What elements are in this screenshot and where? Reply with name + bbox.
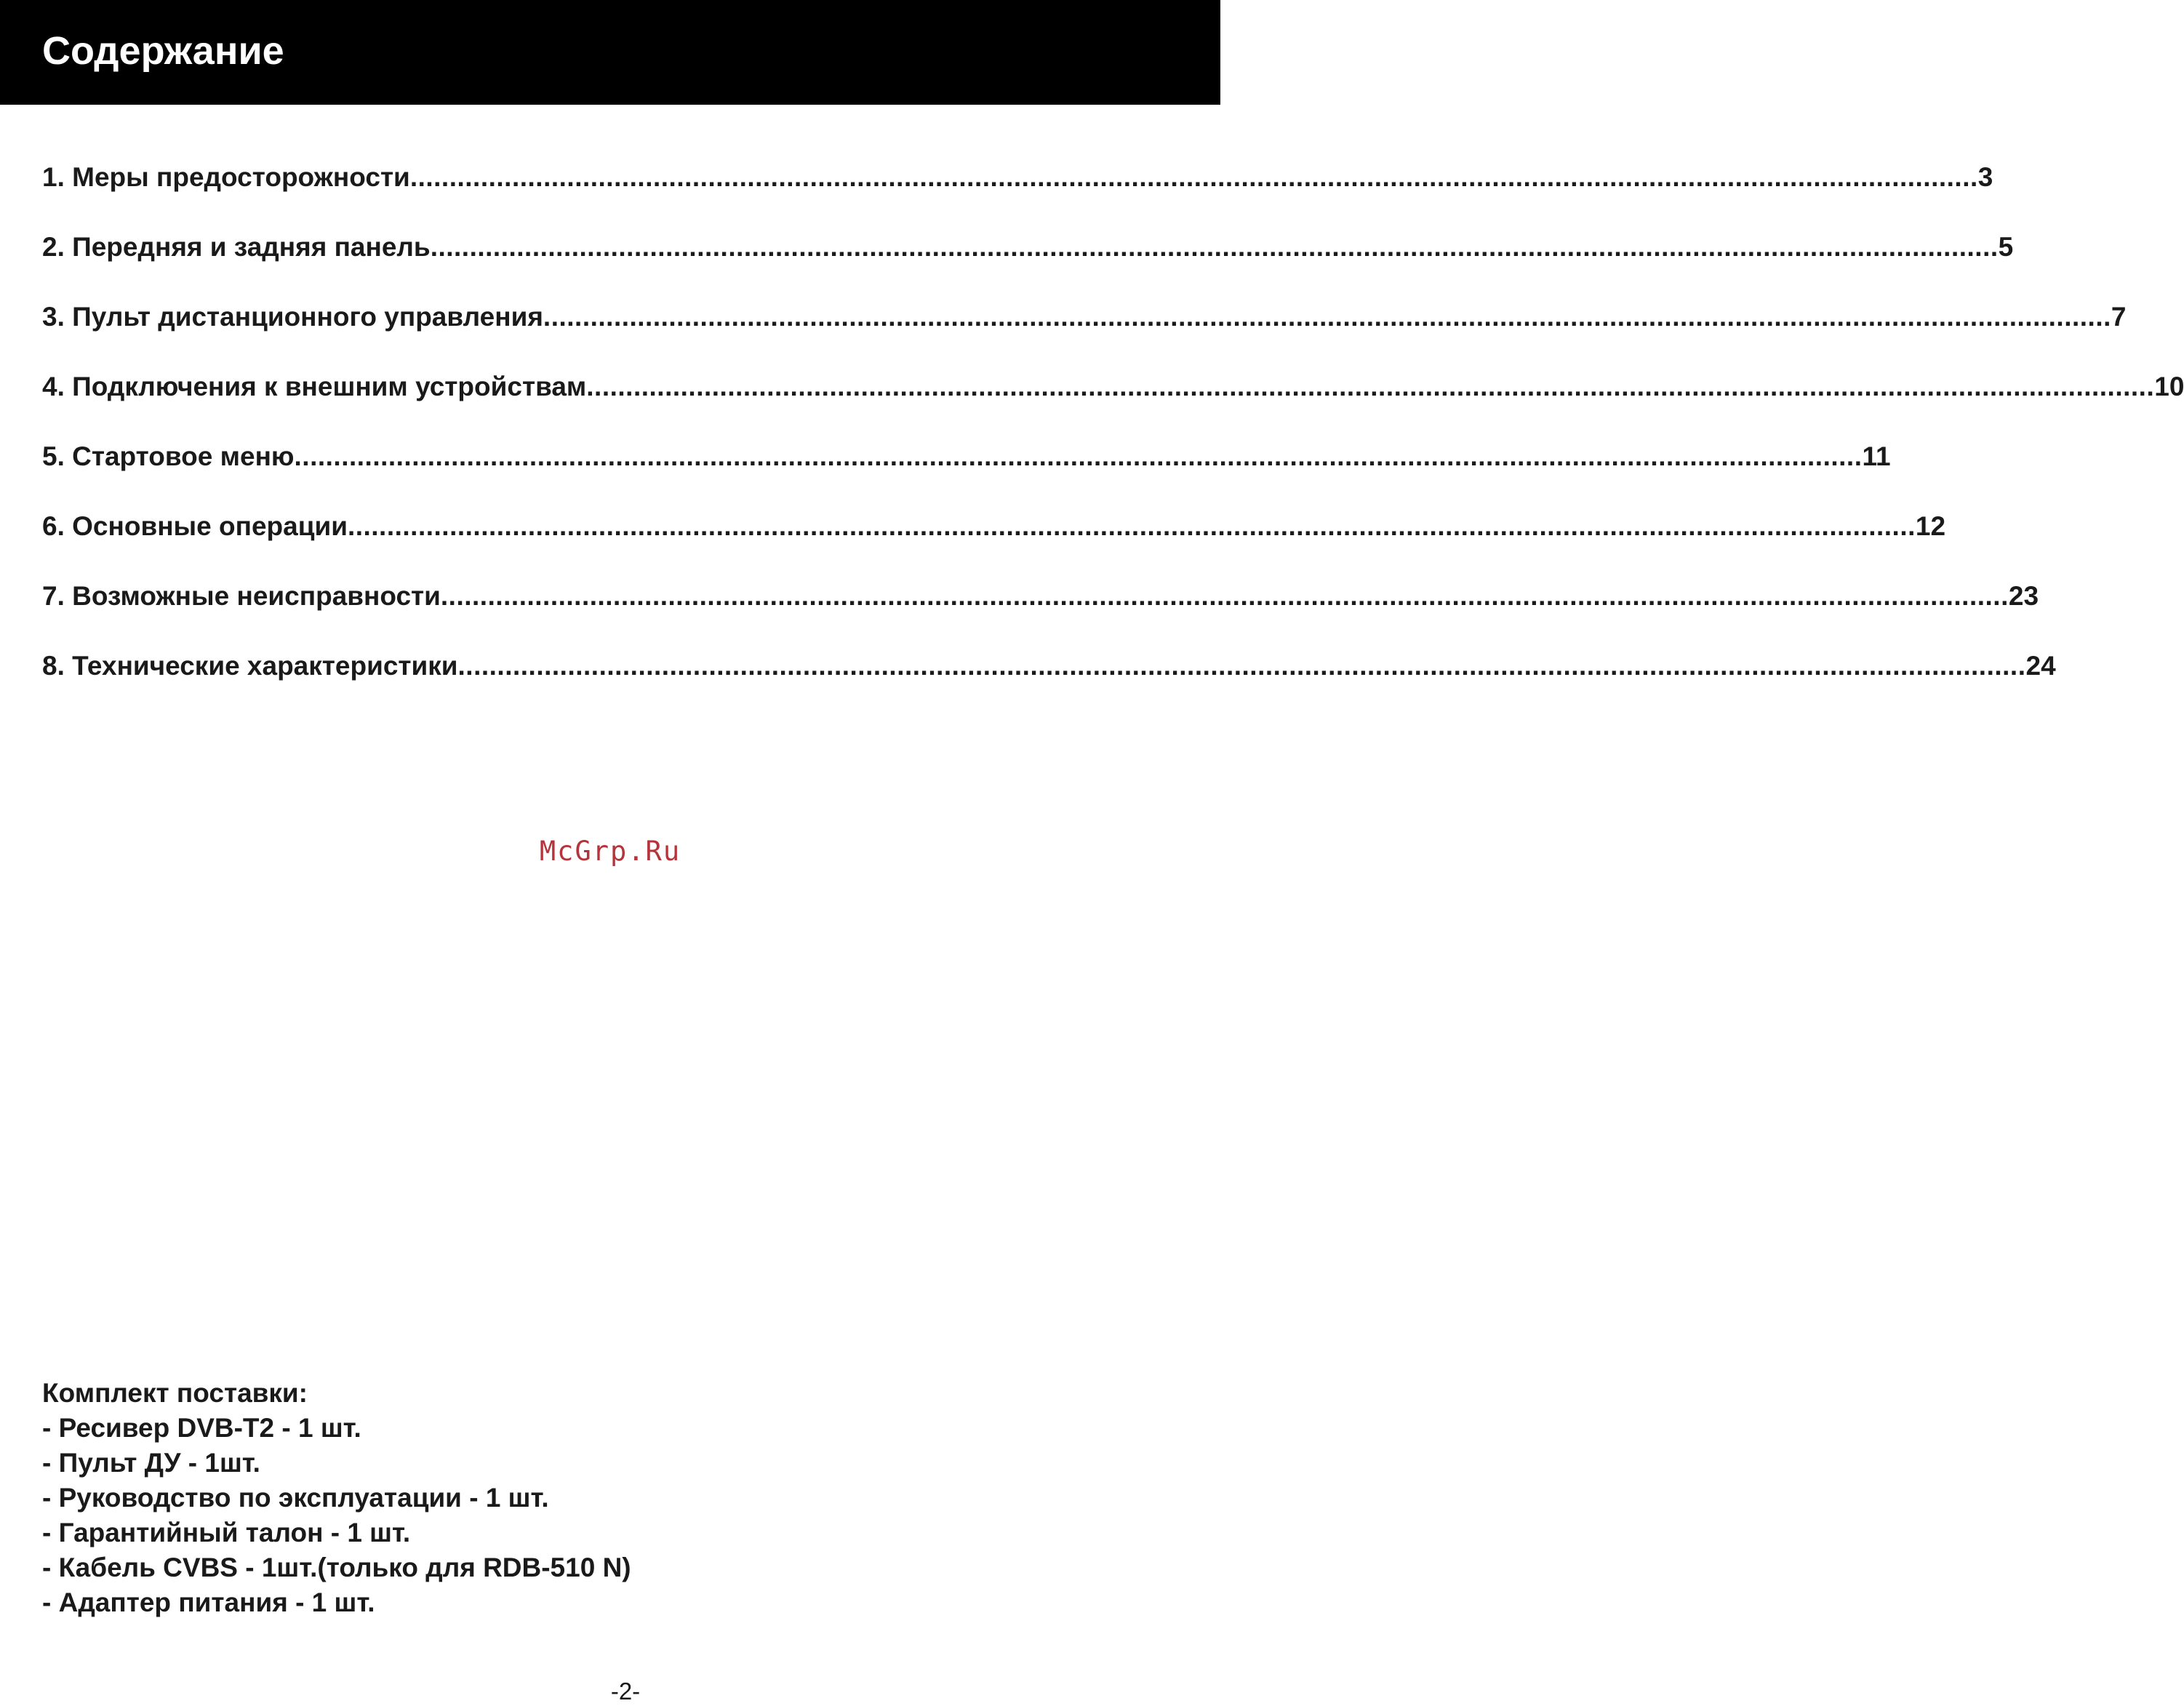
toc-item-page: 10: [2154, 372, 2184, 401]
toc-item-label: 8. Технические характеристики: [42, 651, 458, 681]
package-contents: [42, 1376, 988, 1620]
toc-item-label: 5. Стартовое меню: [42, 441, 295, 471]
toc-item-label: 3. Пульт дистанционного управления: [42, 302, 543, 332]
toc-item-page: 3: [1977, 162, 1993, 192]
package-item: - Руководство по эксплуатации - 1 шт.: [42, 1483, 549, 1513]
toc-leader-dots: ........................................................................................................................................................................................................: [543, 302, 2111, 332]
package-item: - Кабель CVBS - 1шт.(только для RDB-510 N): [42, 1553, 631, 1582]
package-item: - Адаптер питания - 1 шт.: [42, 1587, 375, 1617]
header-bar: [0, 0, 1220, 105]
toc-item-label: 1. Меры предосторожности: [42, 162, 410, 192]
page-number: -2-: [610, 1678, 641, 1705]
toc-leader-dots: ........................................................................................................................................................................................................: [430, 232, 1999, 262]
package-title: Комплект поставки:: [42, 1378, 308, 1408]
toc-item-label: 6. Основные операции: [42, 511, 348, 541]
toc-leader-dots: ........................................................................................................................................................................................................: [586, 372, 2155, 401]
page-title: Содержание: [42, 29, 284, 73]
toc-item[interactable]: [42, 225, 2014, 269]
toc-item[interactable]: [42, 435, 1891, 478]
toc-item-label: 2. Передняя и задняя панель: [42, 232, 431, 262]
toc-item[interactable]: [42, 365, 2184, 409]
package-item: - Пульт ДУ - 1шт.: [42, 1448, 260, 1478]
toc-item[interactable]: [42, 574, 2039, 618]
package-item: - Гарантийный талон - 1 шт.: [42, 1518, 411, 1547]
toc-item-page: 11: [1862, 441, 1891, 471]
toc-item-page: 12: [1915, 511, 1946, 541]
toc-item[interactable]: [42, 505, 1946, 548]
toc-leader-dots: ........................................................................................................................................................................................................: [347, 511, 1916, 541]
toc-leader-dots: ........................................................................................................................................................................................................: [440, 581, 2009, 611]
toc-item-page: 7: [2111, 302, 2127, 332]
toc-item-label: 7. Возможные неисправности: [42, 581, 441, 611]
toc-leader-dots: ........................................................................................................................................................................................................: [409, 162, 1978, 192]
toc-item-page: 23: [2008, 581, 2039, 611]
toc-item-label: 4. Подключения к внешним устройствам: [42, 372, 587, 401]
toc-leader-dots: ........................................................................................................................................................................................................: [457, 651, 2026, 681]
watermark-text: McGrp.Ru: [539, 836, 681, 867]
toc-item[interactable]: [42, 295, 2127, 339]
package-item: - Ресивер DVB-T2 - 1 шт.: [42, 1413, 361, 1443]
toc-item[interactable]: [42, 156, 1993, 199]
toc-leader-dots: ........................................................................................................................................................................................................: [294, 441, 1863, 471]
toc-item-page: 24: [2025, 651, 2056, 681]
toc-item-page: 5: [1998, 232, 2014, 262]
toc-item[interactable]: [42, 644, 2056, 688]
